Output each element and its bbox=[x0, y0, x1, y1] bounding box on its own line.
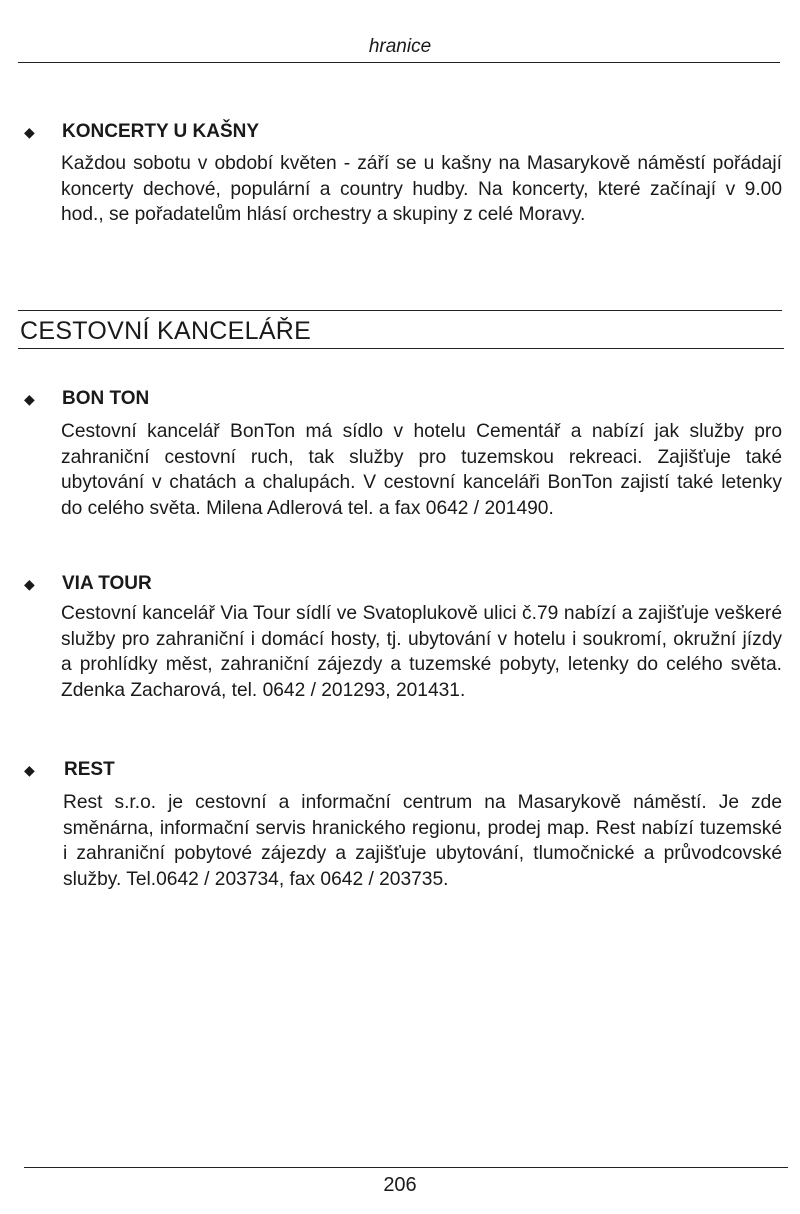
bullet-icon: ◆ bbox=[24, 762, 35, 778]
entry-text: Cestovní kancelář Via Tour sídlí ve Svatoplukově ulici č.79 nabízí a zajišťuje veškeré služby pro zahraniční i domácí hosty, tj. ubytování v hotelu i soukromí, okružní jízdy a prohlídky měst, zahraniční zájezdy a tuzemské pobyty, letenky do celého světa. Zdenka Zacharová, tel. 0642 / 201293, 201431. bbox=[61, 603, 782, 701]
bullet-icon: ◆ bbox=[24, 576, 35, 592]
header-rule bbox=[18, 62, 780, 63]
section-rule-bottom bbox=[18, 348, 784, 349]
page-number: 206 bbox=[383, 1174, 417, 1196]
entry-title: KONCERTY U KAŠNY bbox=[62, 121, 260, 142]
entry-text: Rest s.r.o. je cestovní a informační centrum na Masarykově náměstí. Je zde směnárna, informační servis hranického regionu, prodej map. Rest nabízí tuzemské i zahraniční pobytové zájezdy a zajišťuje ubytování, tlumočnické a průvodcovské služby. Tel.0642 / 203734, fax 0642 / 203735. bbox=[63, 792, 782, 890]
entry-title: VIA TOUR bbox=[62, 573, 152, 594]
entry-text: Každou sobotu v období květen - září se u kašny na Masarykově náměstí pořádají koncerty dechové, populární a country hudby. Na koncerty, které začínají v 9.00 hod., se pořadatelům hlásí orchestry a skupiny z celé Moravy. bbox=[61, 153, 782, 225]
entry-title: BON TON bbox=[62, 388, 150, 409]
footer-rule bbox=[24, 1167, 788, 1168]
entry-title: REST bbox=[64, 759, 115, 780]
bullet-icon: ◆ bbox=[24, 124, 35, 140]
section-heading: CESTOVNÍ KANCELÁŘE bbox=[20, 317, 312, 345]
section-rule-top bbox=[18, 310, 782, 311]
bullet-icon: ◆ bbox=[24, 391, 35, 407]
header-title: hranice bbox=[368, 36, 432, 57]
entry-text: Cestovní kancelář BonTon má sídlo v hotelu Cementář a nabízí jak služby pro zahraniční cestovní ruch, tak služby pro tuzemskou rekreaci. Zajišťuje také ubytování v chatách a chalupách. V cestovní kanceláři BonTon zajistí také letenky do celého světa. Milena Adlerová tel. a fax 0642 / 201490. bbox=[61, 421, 782, 519]
